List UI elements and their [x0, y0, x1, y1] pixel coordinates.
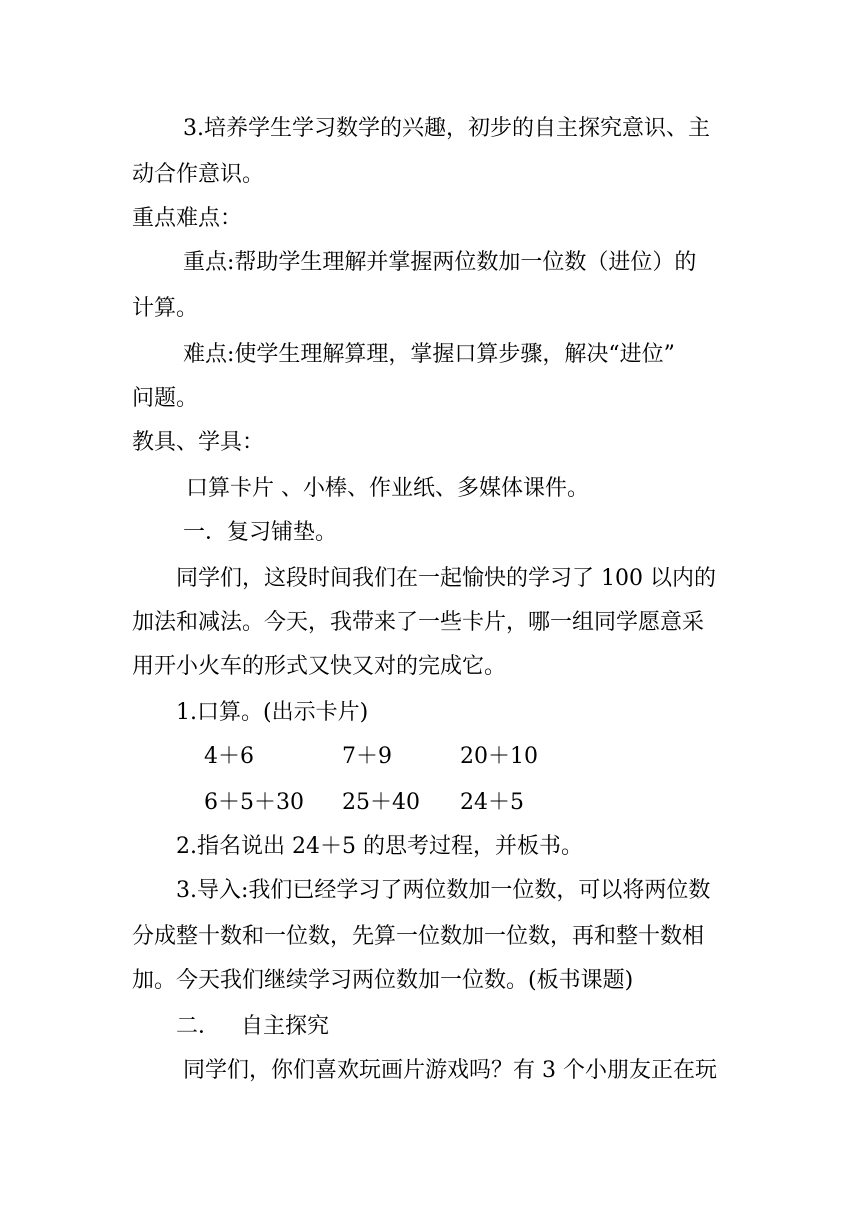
exercise-item: 7＋9 — [342, 744, 392, 769]
exercise-item: 25＋40 — [342, 790, 420, 815]
explore-paragraph-line1: 同学们，你们喜欢玩画片游戏吗？有 3 个小朋友正在玩 — [183, 1058, 717, 1083]
exercise-row-2 — [0, 788, 860, 818]
objective-3-line1: 3.培养学生学习数学的兴趣，初步的自主探究意识、主 — [183, 116, 710, 141]
section-1-heading: 一．复习铺垫。 — [183, 520, 338, 545]
intro-paragraph-line3: 加。今天我们继续学习两位数加一位数。(板书课题) — [132, 968, 634, 993]
difficult-point-line1: 难点:使学生理解算理，掌握口算步骤，解决“进位” — [183, 342, 675, 367]
heading-key-difficult-points: 重点难点： — [132, 206, 243, 231]
key-point-line1: 重点:帮助学生理解并掌握两位数加一位数（进位）的 — [183, 250, 697, 275]
exercise-item: 24＋5 — [460, 790, 524, 815]
intro-paragraph-line1: 3.导入:我们已经学习了两位数加一位数，可以将两位数 — [176, 878, 711, 903]
review-paragraph-line1: 同学们，这段时间我们在一起愉快的学习了 100 以内的 — [176, 566, 716, 591]
review-paragraph-line3: 用开小火车的形式又快又对的完成它。 — [132, 654, 507, 679]
section-2-heading: 二． 自主探究 — [176, 1014, 329, 1039]
heading-teaching-aids: 教具、学具： — [132, 430, 265, 455]
exercise-item: 4＋6 — [204, 744, 254, 769]
objective-3-line2: 动合作意识。 — [132, 162, 265, 187]
difficult-point-line2: 问题。 — [132, 386, 199, 411]
intro-paragraph-line2: 分成整十数和一位数，先算一位数加一位数，再和整十数相 — [132, 924, 705, 949]
exercise-item: 6＋5＋30 — [204, 790, 304, 815]
think-process-line: 2.指名说出 24＋5 的思考过程，并板书。 — [176, 834, 583, 859]
review-paragraph-line2: 加法和减法。今天，我带来了一些卡片，哪一组同学愿意采 — [132, 610, 705, 635]
key-point-line2: 计算。 — [132, 296, 199, 321]
exercise-row-1 — [0, 742, 860, 772]
teaching-aids-list: 口算卡片 、小棒、作业纸、多媒体课件。 — [186, 476, 589, 501]
oral-calc-heading: 1.口算。(出示卡片) — [176, 700, 369, 725]
exercise-item: 20＋10 — [460, 744, 538, 769]
